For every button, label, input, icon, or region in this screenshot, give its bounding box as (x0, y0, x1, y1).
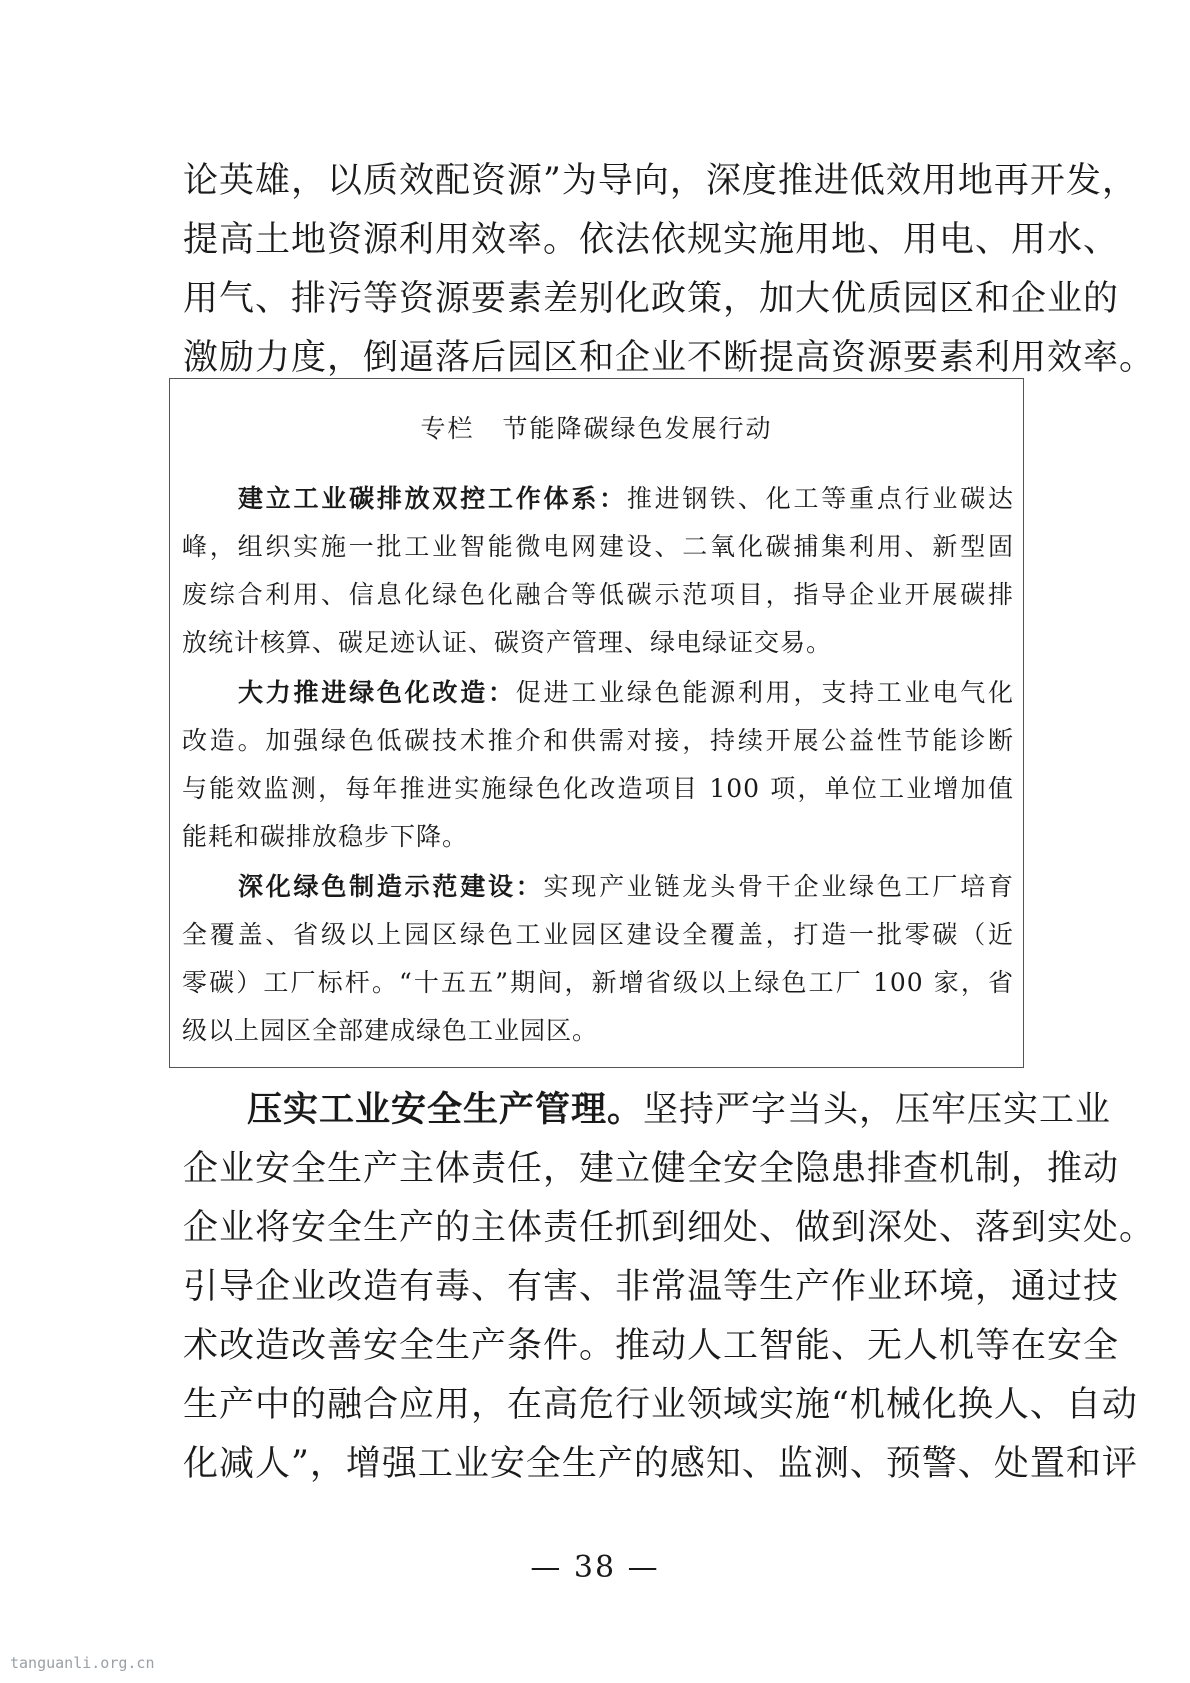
main-line: 企业安全生产主体责任，建立健全安全隐患排查机制，推动 (183, 1149, 1120, 1189)
box-paragraph (182, 863, 1014, 1055)
main-heading: 压实工业安全生产管理。 (247, 1089, 644, 1130)
main-line-text: 坚持严字当头，压牢压实工业 (643, 1090, 1112, 1130)
box-line (182, 863, 1014, 911)
main-paragraph (183, 1080, 1156, 1494)
main-line: 企业将安全生产的主体责任抓到细处、做到深处、落到实处。 (183, 1208, 1156, 1248)
intro-line: 论英雄，以质效配资源”为导向，深度推进低效用地再开发， (183, 161, 1138, 201)
main-line: 引导企业改造有毒、有害、非常温等生产作业环境，通过技 (183, 1267, 1120, 1307)
main-line (183, 1080, 1112, 1140)
box-line: 改造。加强绿色低碳技术推介和供需对接，持续开展公益性节能诊断 (182, 726, 1014, 755)
watermark: tanguanli.org.cn (10, 1654, 155, 1672)
box-line: 全覆盖、省级以上园区绿色工业园区建设全覆盖，打造一批零碳（近 (182, 920, 1014, 949)
box-line-text: 促进工业绿色能源利用，支持工业电气化 (515, 678, 1014, 707)
sidebar-box (169, 378, 1024, 1068)
intro-line: 提高土地资源利用效率。依法依规实施用地、用电、用水、 (183, 220, 1120, 260)
main-line: 生产中的融合应用，在高危行业领域实施“机械化换人、自动 (183, 1385, 1138, 1425)
main-line: 化减人”，增强工业安全生产的感知、监测、预警、处置和评 (183, 1444, 1138, 1484)
box-title (170, 409, 1023, 445)
box-line: 零碳）工厂标杆。“十五五”期间，新增省级以上绿色工厂 100 家，省 (182, 968, 1014, 997)
box-line: 废综合利用、信息化绿色化融合等低碳示范项目，指导企业开展碳排 (182, 580, 1014, 609)
box-line-text: 推进钢铁、化工等重点行业碳达 (626, 484, 1014, 513)
box-paragraph (182, 475, 1014, 667)
intro-line: 用气、排污等资源要素差别化政策，加大优质园区和企业的 (183, 279, 1120, 319)
box-line: 峰，组织实施一批工业智能微电网建设、二氧化碳捕集利用、新型固 (182, 532, 1014, 561)
intro-line: 激励力度，倒逼落后园区和企业不断提高资源要素利用效率。 (183, 338, 1156, 378)
box-paragraph-heading: 大力推进绿色化改造： (238, 678, 516, 707)
box-paragraph-heading: 建立工业碳排放双控工作体系： (238, 484, 627, 513)
main-line: 术改造改善安全生产条件。推动人工智能、无人机等在安全 (183, 1326, 1120, 1366)
box-paragraph-heading: 深化绿色制造示范建设： (238, 872, 544, 901)
box-line: 级以上园区全部建成绿色工业园区。 (182, 1016, 599, 1045)
box-paragraph (182, 669, 1014, 861)
box-title-prefix: 专栏 (420, 414, 475, 443)
box-line-text: 实现产业链龙头骨干企业绿色工厂培育 (543, 872, 1014, 901)
intro-paragraph (183, 152, 1156, 388)
box-title-text: 节能降碳绿色发展行动 (502, 414, 773, 443)
box-line: 与能效监测，每年推进实施绿色化改造项目 100 项，单位工业增加值 (182, 774, 1014, 803)
box-body (182, 475, 1014, 1055)
box-line (182, 475, 1014, 523)
box-line: 能耗和碳排放稳步下降。 (182, 822, 469, 851)
box-line (182, 669, 1014, 717)
box-line: 放统计核算、碳足迹认证、碳资产管理、绿电绿证交易。 (182, 628, 833, 657)
page-number: — 38 — (530, 1550, 660, 1585)
